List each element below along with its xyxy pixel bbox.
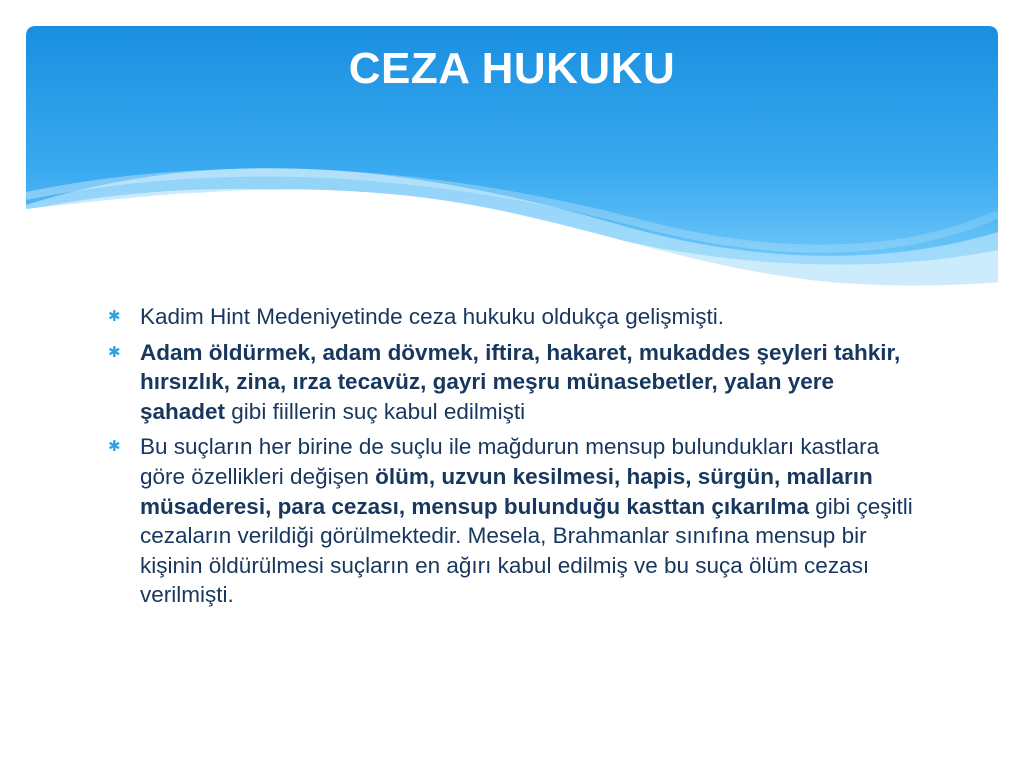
bullet-text-segment: Kadim Hint Medeniyetinde ceza hukuku oldukça gelişmişti. bbox=[140, 304, 725, 329]
bullet-list bbox=[104, 302, 924, 616]
bullet-text-segment: gibi çeşitli cezaların verildiği görülmektedir. Mesela, Brahmanlar sınıfına mensup bir kişinin öldürülmesi suçların en ağırı kabul edilmiş ve bu suça ölüm cezası verilmişti. bbox=[140, 493, 913, 608]
bullet-text bbox=[140, 304, 724, 329]
bullet-text bbox=[140, 340, 900, 424]
bullet-bold-segment: Adam öldürmek, adam dövmek, iftira, hakaret, mukaddes şeyleri tahkir, hırsızlık, zina, ırza tecavüz, gayri meşru münasebetler, yalan yere şahadet bbox=[140, 339, 901, 424]
bullet-item bbox=[104, 302, 924, 332]
slide-title: CEZA HUKUKU bbox=[348, 44, 676, 93]
asterisk-bullet-icon: ✱ bbox=[108, 308, 121, 325]
asterisk-bullet-icon: ✱ bbox=[108, 438, 121, 456]
bullet-text-segment: gibi fiillerin suç kabul edilmişti bbox=[225, 398, 526, 424]
bullet-item bbox=[104, 338, 924, 427]
bullet-text-segment: Bu suçların her birine de suçlu ile mağdurun mensup bulundukları kastlara göre özellikleri değişen bbox=[140, 434, 880, 489]
asterisk-bullet-icon: ✱ bbox=[108, 343, 121, 361]
bullet-bold-segment: ölüm, uzvun kesilmesi, hapis, sürgün, malların müsaderesi, para cezası, mensup bulunduğu kasttan çıkarılma bbox=[140, 463, 873, 519]
bullet-item bbox=[104, 432, 924, 610]
bullet-text bbox=[140, 434, 913, 607]
